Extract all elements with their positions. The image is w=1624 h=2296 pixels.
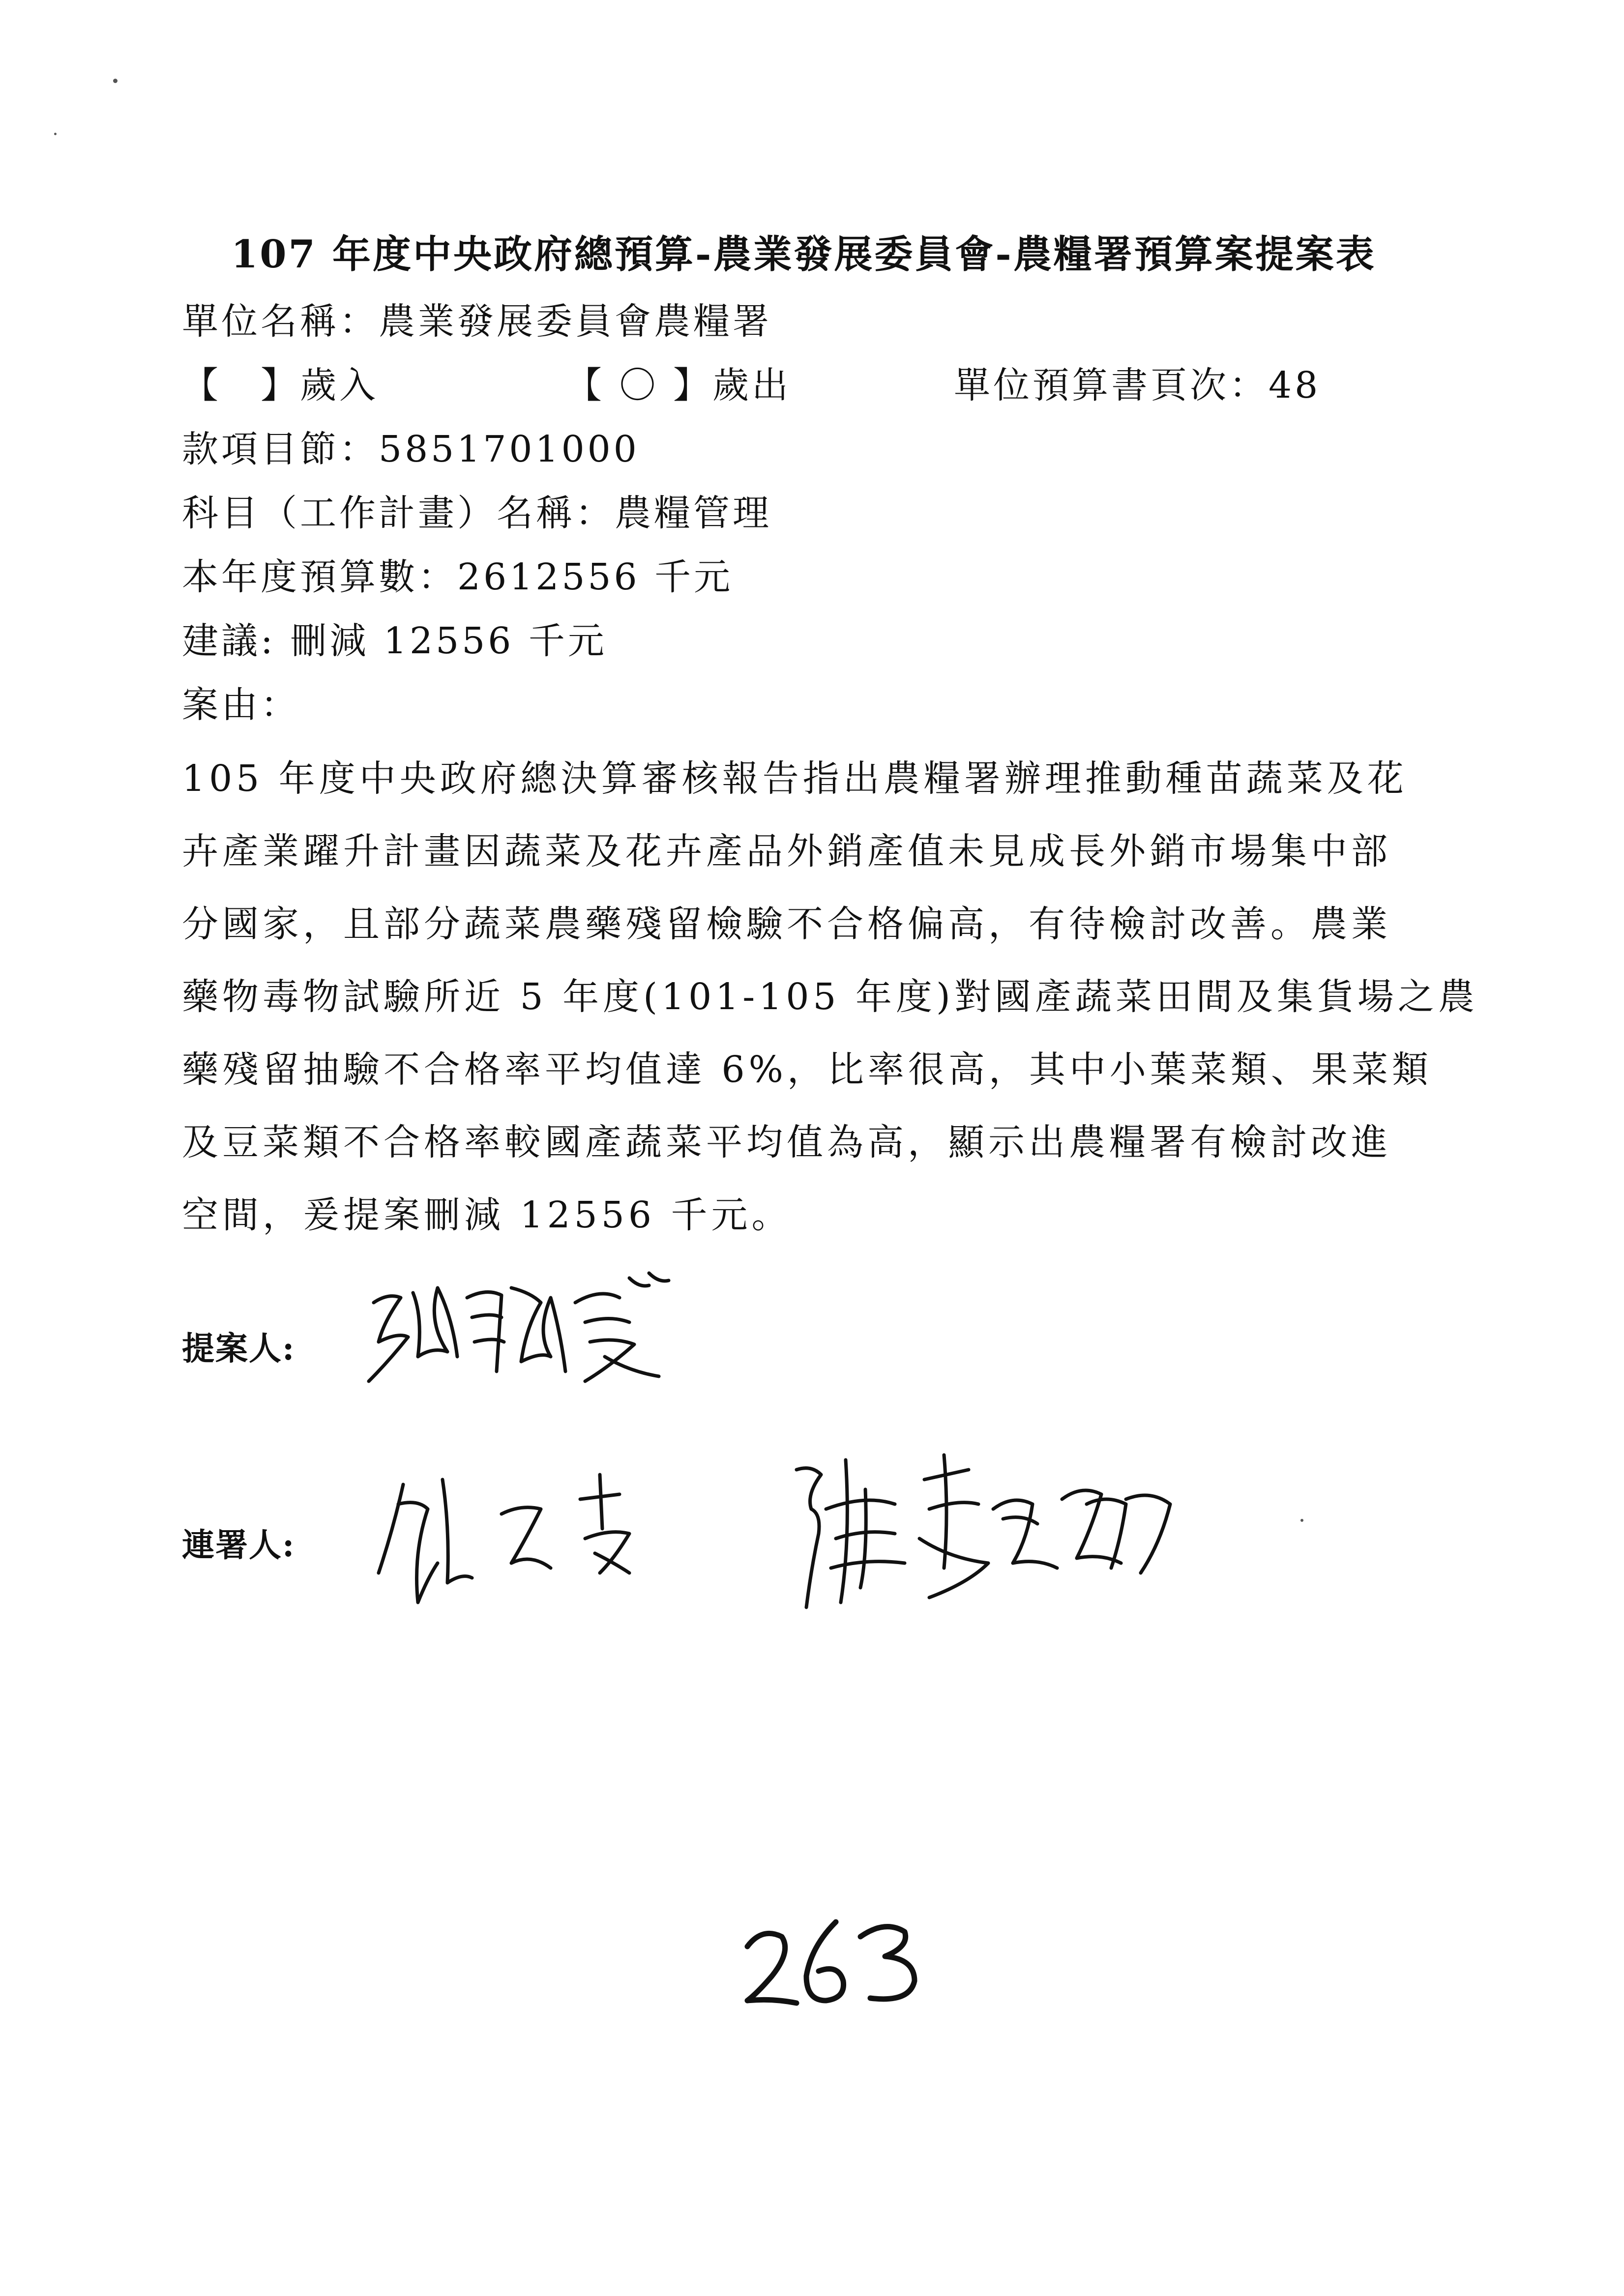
scan-speck [1300, 1519, 1303, 1522]
proposer-signature [354, 1258, 728, 1406]
reason-text [182, 742, 1478, 1251]
reason-line: 105 年度中央政府總決算審核報告指出農糧署辦理推動種苗蔬菜及花 [182, 757, 1408, 800]
unit-name: 單位名稱：農業發展委員會農糧署 [182, 300, 772, 343]
cosigner-signature-2 [782, 1440, 1200, 1622]
reason-label: 案由： [182, 684, 300, 726]
suggestion: 建議: 刪減 12556 千元 [182, 620, 607, 662]
item-code: 款項目節：5851701000 [182, 428, 640, 470]
budget-book-page-ref: 單位預算書頁次：48 [954, 364, 1321, 407]
handwritten-page-number [738, 1907, 934, 2015]
reason-line: 及豆菜類不合格率較國產蔬菜平均值為高，顯示出農糧署有檢討改進 [182, 1121, 1391, 1163]
proposer-label: 提案人: [182, 1329, 295, 1367]
expenditure-checkbox-label: 【 〇 】歲出 [565, 364, 792, 407]
budget-amount: 本年度預算數：2612556 千元 [182, 556, 734, 598]
revenue-expenditure-row [182, 356, 1362, 406]
cosigner-label: 連署人: [182, 1526, 295, 1564]
document-title: 107 年度中央政府總預算-農業發展委員會-農糧署預算案提案表 [231, 232, 1376, 277]
cosigner-signature-1 [364, 1455, 708, 1617]
subject-name: 科目（工作計畫）名稱：農糧管理 [182, 492, 772, 534]
reason-line: 卉產業躍升計畫因蔬菜及花卉產品外銷產值未見成長外銷市場集中部 [182, 830, 1391, 872]
revenue-checkbox-label: 【 】歲入 [182, 364, 379, 407]
reason-line: 藥物毒物試驗所近 5 年度(101-105 年度)對國產蔬菜田間及集貨場之農 [182, 976, 1478, 1018]
scan-speck [113, 79, 118, 83]
reason-line: 藥殘留抽驗不合格率平均值達 6%，比率很高，其中小葉菜類、果菜類 [182, 1048, 1432, 1091]
reason-line: 分國家，且部分蔬菜農藥殘留檢驗不合格偏高，有待檢討改善。農業 [182, 903, 1391, 945]
scan-speck [54, 133, 57, 135]
reason-line: 空間，爰提案刪減 12556 千元。 [182, 1194, 792, 1236]
